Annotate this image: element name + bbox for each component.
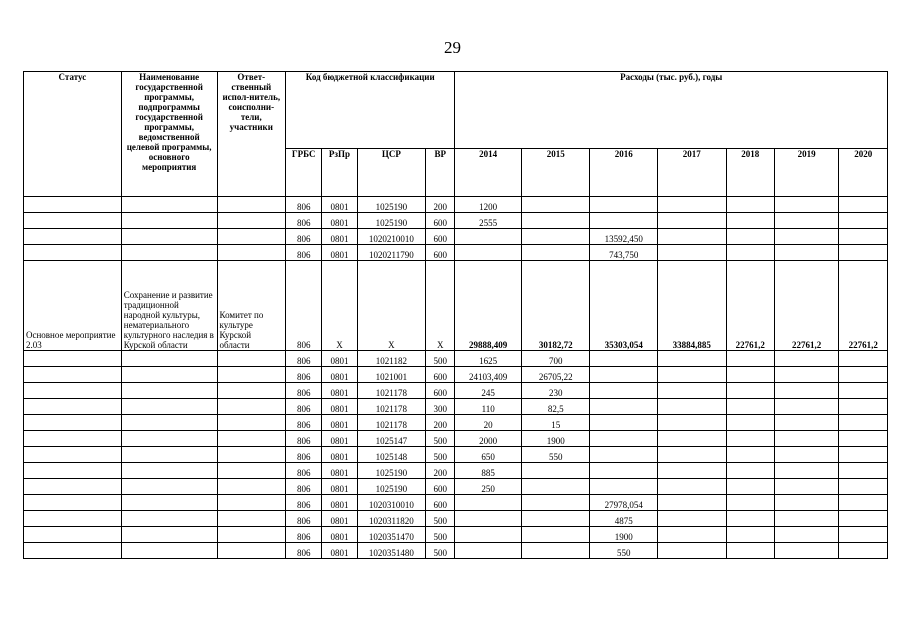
table-row <box>24 351 888 367</box>
row-responsible <box>217 447 286 463</box>
cell-2015: 230 <box>521 383 590 399</box>
header-year-2019: 2019 <box>774 149 839 197</box>
header-expenses: Расходы (тыс. руб.), годы <box>455 72 888 149</box>
cell-2019: 22761,2 <box>774 261 839 351</box>
cell-vr: 500 <box>426 351 455 367</box>
cell-grbs: 806 <box>286 415 322 431</box>
cell-2014 <box>455 229 522 245</box>
cell-2019 <box>774 367 839 383</box>
cell-rzpr: 0801 <box>322 351 357 367</box>
row-status <box>24 463 122 479</box>
cell-2014 <box>455 511 522 527</box>
cell-2016 <box>590 415 658 431</box>
cell-2019 <box>774 213 839 229</box>
cell-2020 <box>839 383 888 399</box>
cell-vr: 600 <box>426 245 455 261</box>
cell-csr: 1025148 <box>357 447 426 463</box>
cell-rzpr: 0801 <box>322 383 357 399</box>
row-responsible <box>217 463 286 479</box>
cell-2019 <box>774 447 839 463</box>
cell-csr: 1025190 <box>357 479 426 495</box>
cell-2020 <box>839 543 888 559</box>
cell-grbs: 806 <box>286 229 322 245</box>
cell-2016: 27978,054 <box>590 495 658 511</box>
table-row <box>24 367 888 383</box>
cell-2016: 4875 <box>590 511 658 527</box>
cell-2018 <box>726 399 774 415</box>
header-vr: ВР <box>426 149 455 197</box>
cell-2018 <box>726 495 774 511</box>
cell-rzpr: 0801 <box>322 463 357 479</box>
cell-2014: 24103,409 <box>455 367 522 383</box>
cell-vr: 500 <box>426 447 455 463</box>
cell-2020 <box>839 351 888 367</box>
table-row <box>24 479 888 495</box>
table-row <box>24 543 888 559</box>
cell-2016 <box>590 447 658 463</box>
cell-vr: 200 <box>426 415 455 431</box>
cell-2014: 245 <box>455 383 522 399</box>
header-responsible: Ответ-ственный испол-нитель, соисполни-тели, участники <box>217 72 286 197</box>
row-name <box>121 495 217 511</box>
cell-csr: 1020351470 <box>357 527 426 543</box>
cell-rzpr: 0801 <box>322 495 357 511</box>
cell-csr: 1025190 <box>357 197 426 213</box>
row-name <box>121 383 217 399</box>
budget-table <box>23 71 888 559</box>
cell-2019 <box>774 351 839 367</box>
cell-2018 <box>726 213 774 229</box>
cell-grbs: 806 <box>286 213 322 229</box>
cell-vr: 600 <box>426 367 455 383</box>
row-status <box>24 383 122 399</box>
cell-2015: 1900 <box>521 431 590 447</box>
cell-2015 <box>521 511 590 527</box>
cell-vr: 600 <box>426 479 455 495</box>
page-number: 29 <box>444 38 461 57</box>
cell-csr: 1021001 <box>357 367 426 383</box>
cell-2016 <box>590 431 658 447</box>
row-status <box>24 447 122 463</box>
cell-2014 <box>455 245 522 261</box>
row-responsible <box>217 495 286 511</box>
row-responsible <box>217 229 286 245</box>
cell-2018 <box>726 415 774 431</box>
cell-2018 <box>726 511 774 527</box>
row-name <box>121 431 217 447</box>
cell-grbs: 806 <box>286 261 322 351</box>
cell-csr: 1020311820 <box>357 511 426 527</box>
cell-2015 <box>521 229 590 245</box>
cell-2014 <box>455 527 522 543</box>
cell-2014: 885 <box>455 463 522 479</box>
header-status: Статус <box>24 72 122 197</box>
cell-grbs: 806 <box>286 511 322 527</box>
cell-grbs: 806 <box>286 479 322 495</box>
cell-rzpr: 0801 <box>322 543 357 559</box>
cell-2016 <box>590 463 658 479</box>
cell-2020 <box>839 495 888 511</box>
cell-vr: 300 <box>426 399 455 415</box>
cell-2018 <box>726 543 774 559</box>
header-grbs: ГРБС <box>286 149 322 197</box>
cell-2017 <box>657 479 726 495</box>
cell-2017 <box>657 399 726 415</box>
cell-2020 <box>839 229 888 245</box>
row-name <box>121 351 217 367</box>
cell-2018 <box>726 367 774 383</box>
cell-vr: 500 <box>426 527 455 543</box>
cell-2015 <box>521 197 590 213</box>
cell-2018 <box>726 479 774 495</box>
cell-2017 <box>657 245 726 261</box>
row-status <box>24 245 122 261</box>
cell-grbs: 806 <box>286 197 322 213</box>
cell-rzpr: 0801 <box>322 479 357 495</box>
cell-2019 <box>774 383 839 399</box>
header-year-2016: 2016 <box>590 149 658 197</box>
table-row <box>24 383 888 399</box>
row-status <box>24 543 122 559</box>
row-responsible <box>217 431 286 447</box>
cell-2018 <box>726 351 774 367</box>
cell-2014 <box>455 543 522 559</box>
cell-2014: 2000 <box>455 431 522 447</box>
cell-2019 <box>774 415 839 431</box>
row-name <box>121 527 217 543</box>
row-responsible <box>217 367 286 383</box>
cell-2016 <box>590 479 658 495</box>
cell-rzpr: 0801 <box>322 447 357 463</box>
table-row <box>24 431 888 447</box>
cell-rzpr: 0801 <box>322 367 357 383</box>
cell-vr: X <box>426 261 455 351</box>
cell-2016 <box>590 399 658 415</box>
cell-rzpr: 0801 <box>322 213 357 229</box>
cell-csr: 1020210010 <box>357 229 426 245</box>
cell-csr: 1025190 <box>357 463 426 479</box>
table-row <box>24 511 888 527</box>
row-responsible <box>217 527 286 543</box>
cell-2017 <box>657 463 726 479</box>
row-name <box>121 511 217 527</box>
header-budget-classification: Код бюджетной классификации <box>286 72 455 149</box>
cell-vr: 600 <box>426 495 455 511</box>
cell-2019 <box>774 197 839 213</box>
cell-grbs: 806 <box>286 383 322 399</box>
row-status <box>24 511 122 527</box>
cell-grbs: 806 <box>286 351 322 367</box>
header-year-2015: 2015 <box>521 149 590 197</box>
cell-2019 <box>774 431 839 447</box>
cell-grbs: 806 <box>286 527 322 543</box>
cell-2018 <box>726 245 774 261</box>
cell-2017 <box>657 197 726 213</box>
cell-2017 <box>657 213 726 229</box>
cell-2018 <box>726 463 774 479</box>
cell-vr: 200 <box>426 197 455 213</box>
row-name <box>121 229 217 245</box>
cell-2020 <box>839 213 888 229</box>
row-status <box>24 197 122 213</box>
cell-csr: 1021178 <box>357 415 426 431</box>
row-responsible <box>217 197 286 213</box>
cell-2016: 13592,450 <box>590 229 658 245</box>
cell-2020 <box>839 479 888 495</box>
cell-2017 <box>657 511 726 527</box>
cell-2014: 1625 <box>455 351 522 367</box>
cell-2016: 35303,054 <box>590 261 658 351</box>
cell-vr: 600 <box>426 229 455 245</box>
cell-2017 <box>657 383 726 399</box>
row-responsible <box>217 351 286 367</box>
header-year-2020: 2020 <box>839 149 888 197</box>
cell-2020 <box>839 399 888 415</box>
cell-rzpr: 0801 <box>322 197 357 213</box>
cell-2020 <box>839 511 888 527</box>
row-name <box>121 399 217 415</box>
row-responsible: Комитет по культуре Курской области <box>217 261 286 351</box>
cell-csr: 1020310010 <box>357 495 426 511</box>
table-row <box>24 197 888 213</box>
cell-2015 <box>521 245 590 261</box>
cell-2014: 1200 <box>455 197 522 213</box>
cell-2016: 1900 <box>590 527 658 543</box>
row-responsible <box>217 511 286 527</box>
cell-grbs: 806 <box>286 543 322 559</box>
header-name: Наименование государственной программы, подпрограммы государственной программы, ведомственной целевой программы, основного мероприятия <box>121 72 217 197</box>
table-row <box>24 463 888 479</box>
cell-2015: 30182,72 <box>521 261 590 351</box>
cell-2019 <box>774 527 839 543</box>
row-status <box>24 479 122 495</box>
row-responsible <box>217 213 286 229</box>
cell-2018 <box>726 527 774 543</box>
cell-2015: 15 <box>521 415 590 431</box>
cell-2020 <box>839 415 888 431</box>
row-name <box>121 197 217 213</box>
row-status <box>24 351 122 367</box>
cell-vr: 600 <box>426 213 455 229</box>
cell-2019 <box>774 463 839 479</box>
cell-2020 <box>839 463 888 479</box>
cell-2016 <box>590 351 658 367</box>
cell-grbs: 806 <box>286 463 322 479</box>
cell-grbs: 806 <box>286 399 322 415</box>
cell-rzpr: 0801 <box>322 511 357 527</box>
table-row <box>24 447 888 463</box>
header-year-2017: 2017 <box>657 149 726 197</box>
cell-vr: 500 <box>426 543 455 559</box>
cell-2020 <box>839 367 888 383</box>
cell-2019 <box>774 245 839 261</box>
cell-2016: 550 <box>590 543 658 559</box>
cell-2015 <box>521 463 590 479</box>
cell-2019 <box>774 399 839 415</box>
header-year-2014: 2014 <box>455 149 522 197</box>
cell-2019 <box>774 479 839 495</box>
row-responsible <box>217 415 286 431</box>
cell-2020 <box>839 447 888 463</box>
cell-csr: 1020211790 <box>357 245 426 261</box>
cell-2016 <box>590 383 658 399</box>
cell-2017 <box>657 527 726 543</box>
row-responsible <box>217 543 286 559</box>
cell-vr: 600 <box>426 383 455 399</box>
cell-rzpr: 0801 <box>322 431 357 447</box>
row-name: Сохранение и развитие традиционной народной культуры, нематериального культурного наследия в Курской области <box>121 261 217 351</box>
row-status: Основное мероприятие 2.03 <box>24 261 122 351</box>
table-row <box>24 229 888 245</box>
cell-2017 <box>657 351 726 367</box>
cell-2014: 20 <box>455 415 522 431</box>
row-responsible <box>217 383 286 399</box>
cell-vr: 500 <box>426 431 455 447</box>
cell-2015 <box>521 479 590 495</box>
cell-2016: 743,750 <box>590 245 658 261</box>
cell-grbs: 806 <box>286 447 322 463</box>
cell-2018 <box>726 431 774 447</box>
row-name <box>121 543 217 559</box>
cell-2014: 29888,409 <box>455 261 522 351</box>
cell-rzpr: 0801 <box>322 527 357 543</box>
cell-2018 <box>726 383 774 399</box>
row-status <box>24 415 122 431</box>
table-row <box>24 415 888 431</box>
cell-2018 <box>726 229 774 245</box>
main-activity-row <box>24 261 888 351</box>
cell-csr: 1021182 <box>357 351 426 367</box>
header-csr: ЦСР <box>357 149 426 197</box>
cell-grbs: 806 <box>286 431 322 447</box>
cell-2014: 2555 <box>455 213 522 229</box>
cell-rzpr: 0801 <box>322 399 357 415</box>
cell-grbs: 806 <box>286 495 322 511</box>
cell-2015: 82,5 <box>521 399 590 415</box>
cell-2020 <box>839 245 888 261</box>
cell-rzpr: 0801 <box>322 245 357 261</box>
cell-2015: 550 <box>521 447 590 463</box>
table-row <box>24 213 888 229</box>
cell-2016 <box>590 367 658 383</box>
row-responsible <box>217 245 286 261</box>
cell-2014: 250 <box>455 479 522 495</box>
row-status <box>24 431 122 447</box>
cell-2015: 26705,22 <box>521 367 590 383</box>
cell-2016 <box>590 197 658 213</box>
row-name <box>121 479 217 495</box>
cell-vr: 500 <box>426 511 455 527</box>
cell-rzpr: 0801 <box>322 415 357 431</box>
cell-csr: X <box>357 261 426 351</box>
row-name <box>121 447 217 463</box>
cell-2018 <box>726 447 774 463</box>
header-rzpr: РзПр <box>322 149 357 197</box>
row-status <box>24 213 122 229</box>
cell-rzpr: X <box>322 261 357 351</box>
cell-csr: 1025190 <box>357 213 426 229</box>
row-name <box>121 213 217 229</box>
cell-rzpr: 0801 <box>322 229 357 245</box>
cell-2018: 22761,2 <box>726 261 774 351</box>
cell-2015 <box>521 527 590 543</box>
cell-2019 <box>774 511 839 527</box>
table-row <box>24 495 888 511</box>
cell-2014 <box>455 495 522 511</box>
row-responsible <box>217 479 286 495</box>
cell-2020 <box>839 431 888 447</box>
cell-2015 <box>521 495 590 511</box>
row-name <box>121 245 217 261</box>
cell-2020: 22761,2 <box>839 261 888 351</box>
cell-2018 <box>726 197 774 213</box>
row-name <box>121 415 217 431</box>
cell-2017: 33884,885 <box>657 261 726 351</box>
row-responsible <box>217 399 286 415</box>
cell-2020 <box>839 197 888 213</box>
row-status <box>24 367 122 383</box>
cell-csr: 1021178 <box>357 399 426 415</box>
table-row <box>24 527 888 543</box>
row-status <box>24 495 122 511</box>
cell-2017 <box>657 431 726 447</box>
cell-2016 <box>590 213 658 229</box>
cell-grbs: 806 <box>286 367 322 383</box>
cell-2017 <box>657 415 726 431</box>
cell-2020 <box>839 527 888 543</box>
row-status <box>24 399 122 415</box>
row-name <box>121 367 217 383</box>
cell-vr: 200 <box>426 463 455 479</box>
table-row <box>24 245 888 261</box>
cell-2019 <box>774 229 839 245</box>
cell-csr: 1025147 <box>357 431 426 447</box>
cell-2015 <box>521 213 590 229</box>
row-status <box>24 229 122 245</box>
cell-2015: 700 <box>521 351 590 367</box>
cell-2014: 650 <box>455 447 522 463</box>
cell-2019 <box>774 543 839 559</box>
cell-grbs: 806 <box>286 245 322 261</box>
header-year-2018: 2018 <box>726 149 774 197</box>
row-status <box>24 527 122 543</box>
cell-2017 <box>657 495 726 511</box>
cell-2017 <box>657 229 726 245</box>
table-row <box>24 399 888 415</box>
row-name <box>121 463 217 479</box>
cell-2017 <box>657 447 726 463</box>
cell-csr: 1020351480 <box>357 543 426 559</box>
cell-2015 <box>521 543 590 559</box>
cell-2017 <box>657 367 726 383</box>
cell-csr: 1021178 <box>357 383 426 399</box>
cell-2019 <box>774 495 839 511</box>
cell-2017 <box>657 543 726 559</box>
cell-2014: 110 <box>455 399 522 415</box>
